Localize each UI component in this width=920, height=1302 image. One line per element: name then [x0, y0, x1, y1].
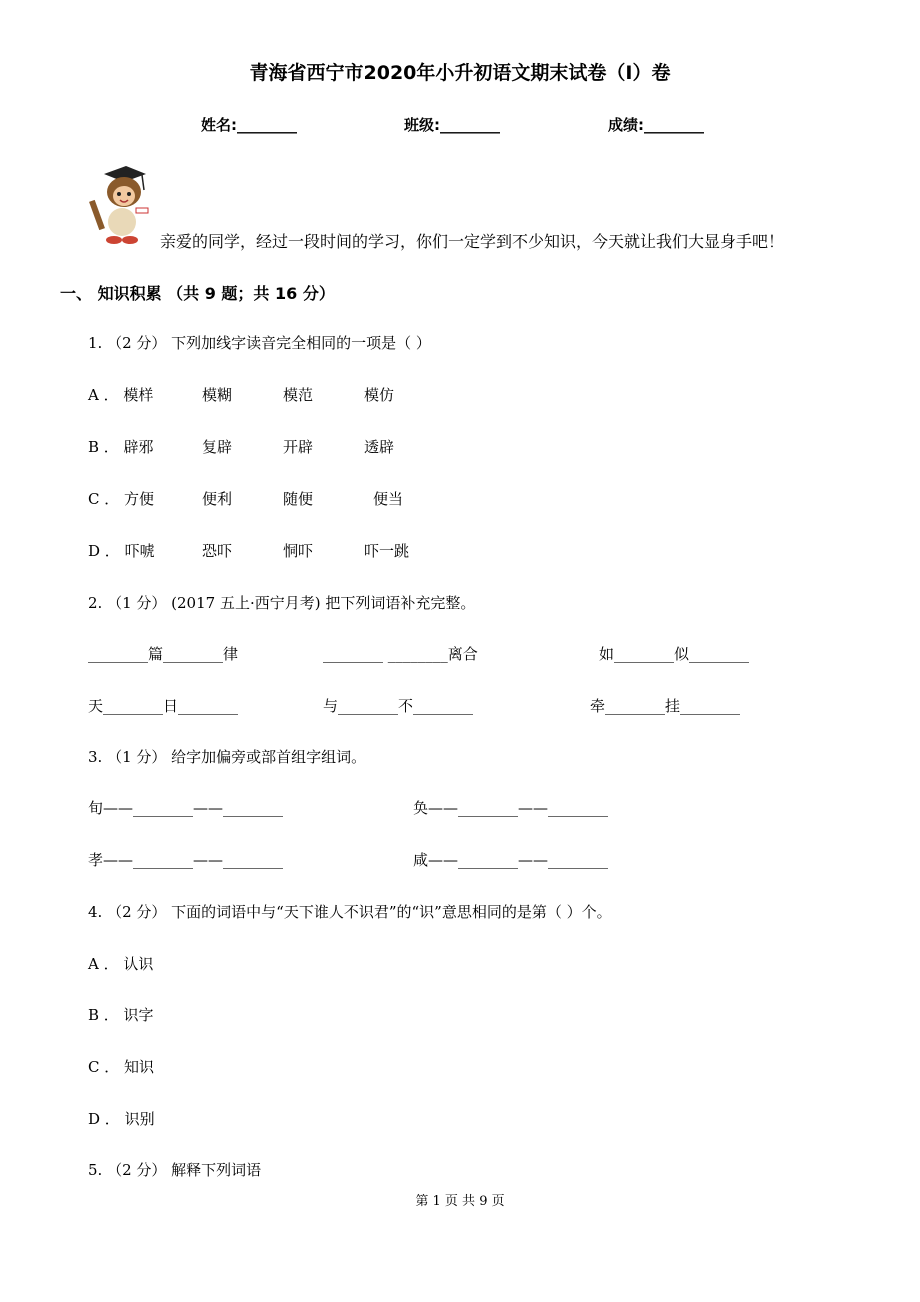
page-title: 青海省西宁市2020年小升初语文期末试卷（I）卷	[249, 62, 671, 84]
q2-blank-5: 与________不________	[323, 697, 474, 715]
q4-option-d: D ． 识别	[88, 1110, 155, 1128]
q3-blank-4: 咸——________——________	[413, 851, 609, 869]
question-3-stem: 3. （1 分） 给字加偏旁或部首组字组词。	[88, 748, 367, 766]
q1-option-d-4: 吓一跳	[364, 542, 410, 560]
q1-option-b-4: 透辟	[364, 438, 395, 456]
q1-option-d-3: 恫吓	[283, 542, 314, 560]
q3-blank-3: 孝——________——________	[88, 851, 284, 869]
mascot-image	[84, 160, 152, 246]
q2-blank-6: 牵________挂________	[590, 697, 741, 715]
q1-option-b-3: 开辟	[283, 438, 314, 456]
page-footer: 第 1 页 共 9 页	[415, 1194, 505, 1209]
greeting-text: 亲爱的同学，经过一段时间的学习，你们一定学到不少知识，今天就让我们大显身手吧！	[160, 232, 785, 251]
q1-option-a-1: A ． 模样	[88, 386, 154, 404]
question-1-stem: 1. （2 分） 下列加线字读音完全相同的一项是（ ）	[88, 334, 431, 352]
question-5-stem: 5. （2 分） 解释下列词语	[88, 1161, 262, 1179]
q1-option-a-3: 模范	[283, 386, 314, 404]
q2-blank-1: ________篇________律	[88, 645, 239, 663]
section-heading: 一、 知识积累 （共 9 题；共 16 分）	[60, 284, 335, 303]
q1-option-c-2: 便利	[202, 490, 233, 508]
q3-blank-1: 旬——________——________	[88, 799, 284, 817]
q4-option-a: A ． 认识	[88, 955, 154, 973]
question-4-stem: 4. （2 分） 下面的词语中与“天下谁人不识君”的“识”意思相同的是第（ ）个。	[88, 903, 612, 921]
q1-option-a-2: 模糊	[202, 386, 233, 404]
q1-option-b-1: B ． 辟邪	[88, 438, 154, 456]
q1-option-d-1: D ． 吓唬	[88, 542, 155, 560]
q3-blank-2: 奂——________——________	[413, 799, 609, 817]
q1-option-c-4: 便当	[373, 490, 404, 508]
name-field: 姓名:________	[201, 116, 297, 134]
q2-blank-2: ________ ________离合	[323, 645, 478, 663]
q2-blank-4: 天________日________	[88, 697, 239, 715]
q4-option-b: B ． 识字	[88, 1006, 154, 1024]
q1-option-b-2: 复辟	[202, 438, 233, 456]
q1-option-c-1: C ． 方便	[88, 490, 155, 508]
q1-option-c-3: 随便	[283, 490, 314, 508]
score-field: 成绩:________	[608, 116, 704, 134]
q2-blank-3: 如________似________	[599, 645, 750, 663]
question-2-stem: 2. （1 分） (2017 五上·西宁月考) 把下列词语补充完整。	[88, 594, 476, 612]
q1-option-d-2: 恐吓	[202, 542, 233, 560]
q4-option-c: C ． 知识	[88, 1058, 155, 1076]
q1-option-a-4: 模仿	[364, 386, 395, 404]
class-field: 班级:________	[404, 116, 500, 134]
